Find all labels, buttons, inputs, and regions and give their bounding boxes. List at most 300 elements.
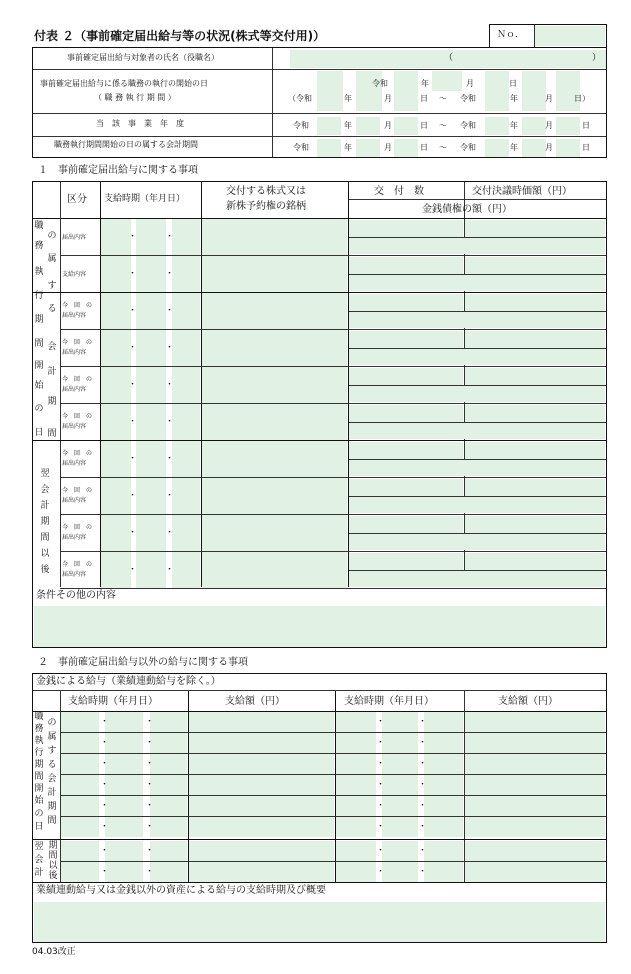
date-separator: ・ [128,232,138,242]
amount-input[interactable] [189,733,334,753]
monetary-input[interactable] [349,460,605,476]
date-separator: ・ [376,717,386,727]
side-char: 会 [47,342,57,352]
timing-day-input[interactable] [172,367,200,403]
col-price: 交付決議時価額（円） [472,186,572,197]
row-type-label: 支給内容 [62,271,87,278]
label: 日） [574,94,590,103]
fiscal-year-label: 当 該 事 業 年 度 [96,119,184,128]
rule-line [349,533,606,534]
rule-line [349,311,606,312]
date-separator: ・ [418,822,428,832]
date-separator: ・ [100,822,110,832]
rule-line [60,588,606,589]
side-char: 始 [34,796,44,806]
timing-day-input[interactable] [424,817,463,837]
timing-day-input[interactable] [150,712,187,732]
timing-year-input[interactable] [336,733,376,753]
rule-line [349,459,606,460]
date-separator: ・ [100,846,110,856]
timing-month-input[interactable] [382,862,418,882]
side-char: 計 [47,788,57,798]
stock-brand-input[interactable] [202,256,347,292]
timing-year-input[interactable] [61,817,99,837]
timing-day-input[interactable] [172,478,200,514]
rule-line [33,690,606,691]
side-char: 期 [34,315,44,325]
date-separator: ・ [100,867,110,877]
timing-year-input[interactable] [336,817,376,837]
label: 年 [510,121,518,130]
row-type-label: 今 回 の [62,450,93,457]
timing-month-input[interactable] [382,817,418,837]
label: 月 [384,94,392,103]
amount-input[interactable] [465,841,605,861]
amount-input[interactable] [189,775,334,795]
label: 令和 [460,143,476,152]
count-input[interactable] [349,368,463,385]
row-type-label: 今 回 の [62,524,93,531]
price-input[interactable] [465,220,605,237]
amount-input[interactable] [189,754,334,774]
timing-year-input[interactable] [336,796,376,816]
monetary-input[interactable] [349,534,605,550]
label: 日 [509,79,517,88]
timing-year-input[interactable] [101,552,131,588]
col-monetary: 金銭債権の額（円） [422,204,512,215]
side-char: す [47,746,57,756]
amount-input[interactable] [189,796,334,816]
fy-date-input[interactable] [522,117,546,135]
timing-day-input[interactable] [150,841,187,861]
date-separator: ・ [100,759,110,769]
count-input[interactable] [349,257,463,274]
date-separator: ・ [165,491,175,501]
amount-input[interactable] [465,712,605,732]
section2-heading: ２ 事前確定届出給与以外の給与に関する事項 [38,657,248,668]
section1-heading: １ 事前確定届出給与に関する事項 [38,165,198,176]
row-type-label: 今 回 の [62,376,93,383]
side-char: 行 [34,291,44,301]
date-separator: ・ [145,846,155,856]
rule-line [60,182,61,219]
date-separator: ・ [128,528,138,538]
label: 月 [545,94,553,103]
side-char: の [47,231,57,241]
timing-day-input[interactable] [424,712,463,732]
timing-year-input[interactable] [101,256,131,292]
timing-month-input[interactable] [105,841,143,861]
stock-brand-input[interactable] [202,367,347,403]
number-label: Ｎｏ． [497,30,525,40]
rule-line [33,113,606,114]
date-separator: ・ [165,269,175,279]
stock-brand-input[interactable] [202,293,347,329]
timing-day-input[interactable] [172,404,200,440]
monetary-input[interactable] [349,238,605,254]
timing-month-input[interactable] [136,441,166,477]
price-input[interactable] [465,257,605,274]
timing-month-input[interactable] [136,293,166,329]
timing-month-input[interactable] [136,552,166,588]
side-char: 計 [47,367,57,377]
label: 新株予約権の銘柄 [226,201,306,212]
side-char: 日 [34,428,44,438]
rule-line [33,69,606,70]
date-separator: ・ [418,846,428,856]
amount-input[interactable] [465,775,605,795]
stock-brand-input[interactable] [202,478,347,514]
date-separator: ・ [165,232,175,242]
date-input[interactable] [522,71,546,111]
timing-year-input[interactable] [101,367,131,403]
rule-line [33,136,606,137]
side-char: 翌 [34,842,44,852]
side-char: 行 [34,748,44,758]
timing-year-input[interactable] [61,754,99,774]
side-char: 翌 [40,469,50,479]
label: 届出内容 [62,497,87,504]
count-input[interactable] [349,516,463,533]
rule-line [349,385,606,386]
label: 年 [344,143,352,152]
period-date-input[interactable] [356,139,380,157]
timing-month-input[interactable] [105,754,143,774]
timing-day-input[interactable] [424,775,463,795]
label: 月 [384,121,392,130]
side-char: の [34,404,44,414]
timing-day-input[interactable] [150,862,187,882]
side-char: 執 [34,267,44,277]
stock-brand-input[interactable] [202,404,347,440]
timing-year-input[interactable] [101,330,131,366]
date-separator: ・ [145,759,155,769]
price-input[interactable] [465,479,605,496]
timing-year-input[interactable] [336,862,376,882]
price-input[interactable] [465,368,605,385]
side-char: 後 [40,565,50,575]
price-input[interactable] [465,442,605,459]
fy-date-input[interactable] [485,117,509,135]
side-char: 期 [47,397,57,407]
date-separator: ・ [128,306,138,316]
side-char: 属 [47,732,57,742]
label: 届出内容 [62,386,87,393]
count-input[interactable] [349,294,463,311]
timing-day-input[interactable] [424,796,463,816]
label: 月 [384,143,392,152]
label: 届出内容 [62,349,87,356]
price-input[interactable] [465,553,605,570]
rule-line [349,199,606,200]
date-separator: ・ [418,780,428,790]
stock-brand-input[interactable] [202,219,347,255]
count-input[interactable] [349,442,463,459]
date-separator: ・ [165,528,175,538]
timing-year-input[interactable] [61,796,99,816]
monetary-input[interactable] [349,349,605,365]
timing-year-input[interactable] [336,712,376,732]
date-input[interactable] [394,71,418,111]
timing-day-input[interactable] [150,817,187,837]
timing-year-input[interactable] [61,862,99,882]
label: 日 [420,143,428,152]
count-input[interactable] [349,553,463,570]
label: 令和 [372,79,388,88]
timing-year-input[interactable] [61,841,99,861]
date-separator: ・ [418,759,428,769]
col-timing-right: 支給時期（年月日） [344,696,434,707]
label: 年 [344,121,352,130]
timing-year-input[interactable] [61,733,99,753]
name-label: 事前確定届出給与対象者の氏名（役職名） [67,53,219,62]
side-char: 会 [34,855,44,865]
monetary-input[interactable] [349,312,605,328]
timing-year-input[interactable] [61,712,99,732]
date-input[interactable] [556,71,580,111]
period-date-input[interactable] [317,139,341,157]
label: 月 [466,79,474,88]
performance-input[interactable] [34,902,605,942]
amount-input[interactable] [465,862,605,882]
date-separator: ・ [418,867,428,877]
date-separator: ・ [145,801,155,811]
label: 届出内容 [62,571,87,578]
count-input[interactable] [349,220,463,237]
amount-input[interactable] [189,862,334,882]
rule-line [349,348,606,349]
timing-year-input[interactable] [336,841,376,861]
timing-day-input[interactable] [424,733,463,753]
date-separator: ・ [100,738,110,748]
count-input[interactable] [349,331,463,348]
monetary-input[interactable] [349,571,605,587]
timing-day-input[interactable] [172,515,200,551]
label: 日 [420,121,428,130]
date-separator: ・ [128,491,138,501]
label: 年 [510,94,518,103]
side-char: る [47,304,57,314]
row-type-label: 届出内容 [62,234,87,241]
side-char: 間 [34,772,44,782]
amount-input[interactable] [465,733,605,753]
side-char: 間 [47,816,57,826]
timing-year-input[interactable] [101,478,131,514]
rule-line [349,496,606,497]
side-char: す [47,281,57,291]
timing-month-input[interactable] [105,817,143,837]
timing-day-input[interactable] [172,219,200,255]
label: ～ [439,94,447,103]
side-char: 計 [34,868,44,878]
timing-year-input[interactable] [101,293,131,329]
timing-month-input[interactable] [136,515,166,551]
timing-month-input[interactable] [382,796,418,816]
amount-input[interactable] [465,796,605,816]
timing-day-input[interactable] [172,330,200,366]
count-input[interactable] [349,479,463,496]
date-separator: ・ [376,822,386,832]
price-input[interactable] [465,294,605,311]
timing-month-input[interactable] [136,219,166,255]
timing-month-input[interactable] [136,256,166,292]
date-separator: ・ [376,759,386,769]
amount-input[interactable] [465,817,605,837]
timing-month-input[interactable] [136,478,166,514]
timing-year-input[interactable] [336,775,376,795]
label: （令和 [288,94,312,103]
timing-month-input[interactable] [105,733,143,753]
price-input[interactable] [465,405,605,422]
date-separator: ・ [418,738,428,748]
date-separator: ・ [165,454,175,464]
date-separator: ・ [165,417,175,427]
timing-day-input[interactable] [150,796,187,816]
date-separator: ・ [128,380,138,390]
side-char: 務 [34,241,44,251]
date-separator: ・ [145,780,155,790]
conditions-label: 条件その他の内容 [36,590,116,601]
fy-date-input[interactable] [317,117,341,135]
stock-brand-input[interactable] [202,552,347,588]
side-char: 以 [40,549,50,559]
timing-year-input[interactable] [101,404,131,440]
price-input[interactable] [465,516,605,533]
label: （ [444,53,454,63]
date-input[interactable] [432,71,462,91]
timing-month-input[interactable] [382,754,418,774]
col-timing-left: 支給時期（年月日） [68,696,158,707]
count-input[interactable] [349,405,463,422]
date-separator: ・ [145,738,155,748]
side-char: 期 [47,802,57,812]
timing-day-input[interactable] [150,733,187,753]
timing-month-input[interactable] [105,775,143,795]
date-input[interactable] [485,71,509,111]
timing-day-input[interactable] [424,754,463,774]
stock-brand-input[interactable] [202,515,347,551]
date-separator: ・ [128,269,138,279]
timing-month-input[interactable] [382,775,418,795]
date-separator: ・ [128,454,138,464]
rule-line [33,882,606,883]
timing-month-input[interactable] [382,733,418,753]
label: 日 [582,121,590,130]
date-separator: ・ [376,780,386,790]
monetary-input[interactable] [349,497,605,513]
fy-date-input[interactable] [356,117,380,135]
fy-date-input[interactable] [394,117,418,135]
performance-label: 業績連動給与又は金銭以外の資産による給与の支給時期及び概要 [36,885,326,896]
stock-brand-input[interactable] [202,441,347,477]
timing-day-input[interactable] [150,754,187,774]
timing-month-input[interactable] [136,367,166,403]
period-date-input[interactable] [522,139,546,157]
monetary-input[interactable] [349,275,605,291]
col-amount-left: 支給額（円） [225,696,285,707]
period-date-input[interactable] [485,139,509,157]
label: 届出内容 [62,423,87,430]
label: 令和 [460,94,476,103]
label: 年 [421,79,429,88]
timing-month-input[interactable] [105,712,143,732]
timing-month-input[interactable] [136,404,166,440]
date-separator: ・ [165,343,175,353]
timing-day-input[interactable] [424,841,463,861]
rule-line [349,274,606,275]
label: ） [592,53,602,63]
timing-year-input[interactable] [101,441,131,477]
stock-brand-input[interactable] [202,330,347,366]
date-input[interactable] [317,71,343,111]
amount-input[interactable] [189,841,334,861]
amount-input[interactable] [465,754,605,774]
date-separator: ・ [100,717,110,727]
timing-year-input[interactable] [101,515,131,551]
side-char: 日 [34,822,44,832]
row-type-label: 今 回 の [62,302,93,309]
timing-month-input[interactable] [105,796,143,816]
amount-input[interactable] [189,712,334,732]
side-char: 属 [47,254,57,264]
timing-day-input[interactable] [172,552,200,588]
rule-line [272,48,273,157]
col-timing: 支給時期（年月日） [104,194,186,204]
timing-day-input[interactable] [150,775,187,795]
timing-year-input[interactable] [61,775,99,795]
timing-month-input[interactable] [136,330,166,366]
row-type-label: 今 回 の [62,487,93,494]
side-char: 期 [48,841,58,851]
col-amount-right: 支給額（円） [498,696,558,707]
period-date-input[interactable] [394,139,418,157]
date-separator: ・ [376,801,386,811]
date-separator: ・ [145,822,155,832]
conditions-input[interactable] [34,606,605,647]
rule-line [33,440,606,441]
label: 日 [420,94,428,103]
col-count: 交 付 数 [374,186,424,197]
timing-month-input[interactable] [382,712,418,732]
fy-date-input[interactable] [556,117,580,135]
timing-day-input[interactable] [172,293,200,329]
price-input[interactable] [465,331,605,348]
amount-input[interactable] [189,817,334,837]
timing-day-input[interactable] [172,256,200,292]
side-char: 職 [34,712,44,722]
revision-note: 04.03改正 [32,947,76,957]
col-stock: 交付する株式又は [226,186,306,197]
number-input[interactable] [535,26,605,46]
timing-month-input[interactable] [105,862,143,882]
label: ～ [439,143,447,152]
timing-year-input[interactable] [101,219,131,255]
timing-day-input[interactable] [424,862,463,882]
date-separator: ・ [376,867,386,877]
period-date-input[interactable] [556,139,580,157]
timing-month-input[interactable] [382,841,418,861]
date-separator: ・ [128,565,138,575]
rule-line [33,292,606,293]
timing-day-input[interactable] [172,441,200,477]
rule-line [349,237,606,238]
monetary-input[interactable] [349,386,605,402]
side-char: 以 [48,861,58,871]
date-input[interactable] [356,71,382,111]
label: 令和 [460,121,476,130]
timing-year-input[interactable] [336,754,376,774]
monetary-input[interactable] [349,423,605,439]
